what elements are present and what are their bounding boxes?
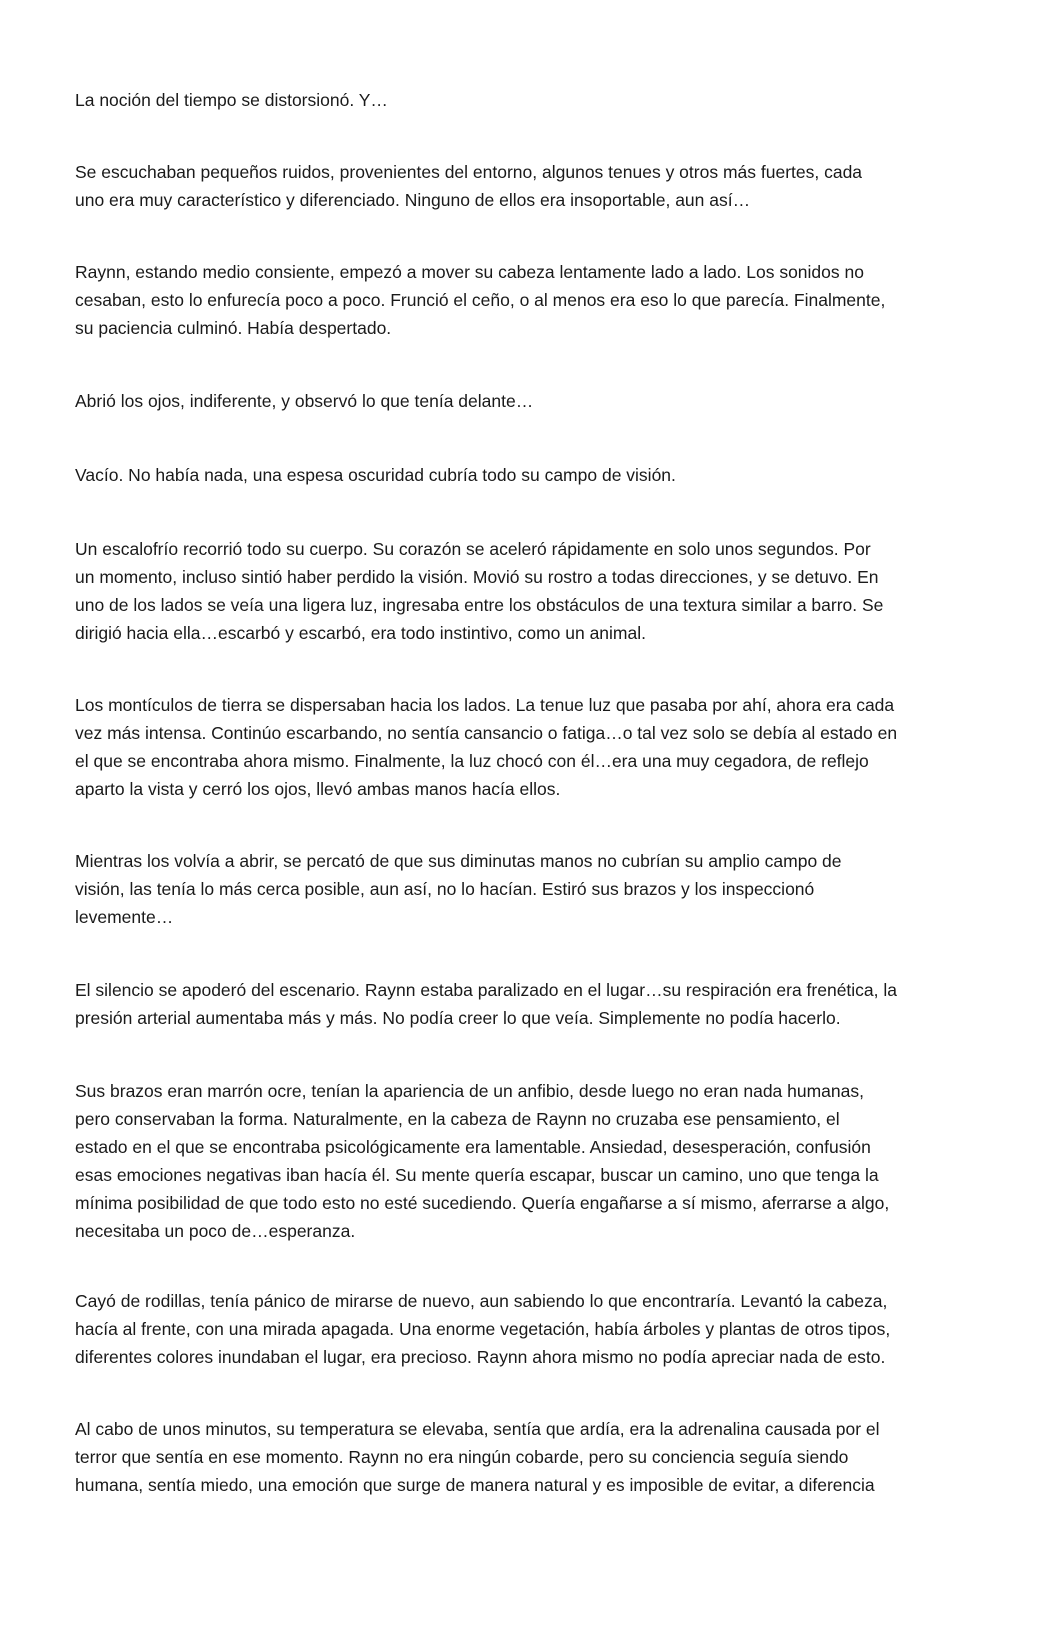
paragraph-8 xyxy=(75,847,1015,931)
text-line: pero conservaban la forma. Naturalmente, en la cabeza de Raynn no cruzaba ese pensamiento, el xyxy=(75,1109,840,1129)
text-line: Vacío. No había nada, una espesa oscuridad cubría todo su campo de visión. xyxy=(75,465,676,485)
text-line: uno era muy característico y diferenciado. Ninguno de ellos era insoportable, aun así… xyxy=(75,190,751,210)
text-line: presión arterial aumentaba más y más. No podía creer lo que veía. Simplemente no podía hacerlo. xyxy=(75,1008,841,1028)
text-line: un momento, incluso sintió haber perdido la visión. Movió su rostro a todas direcciones, y se detuvo. En xyxy=(75,567,879,587)
paragraph-11 xyxy=(75,1287,1015,1371)
paragraph-10 xyxy=(75,1077,1015,1245)
text-line: Abrió los ojos, indiferente, y observó lo que tenía delante… xyxy=(75,391,534,411)
text-line: La noción del tiempo se distorsionó. Y… xyxy=(75,90,388,110)
paragraph-9 xyxy=(75,976,1015,1032)
paragraph-3 xyxy=(75,258,1015,342)
text-line: esas emociones negativas iban hacía él. Su mente quería escapar, buscar un camino, uno que tenga la xyxy=(75,1165,879,1185)
text-line: Los montículos de tierra se dispersaban hacia los lados. La tenue luz que pasaba por ahí, ahora era cada xyxy=(75,695,895,715)
text-line: Se escuchaban pequeños ruidos, provenientes del entorno, algunos tenues y otros más fuertes, cada xyxy=(75,162,863,182)
text-line: El silencio se apoderó del escenario. Raynn estaba paralizado en el lugar…su respiración era frenética, la xyxy=(75,980,898,1000)
text-line: diferentes colores inundaban el lugar, era precioso. Raynn ahora mismo no podía apreciar nada de esto. xyxy=(75,1347,886,1367)
text-line: necesitaba un poco de…esperanza. xyxy=(75,1221,356,1241)
paragraph-4 xyxy=(75,387,1015,415)
text-line: Mientras los volvía a abrir, se percató de que sus diminutas manos no cubrían su amplio campo de xyxy=(75,851,842,871)
text-line: terror que sentía en ese momento. Raynn no era ningún cobarde, pero su conciencia seguía siendo xyxy=(75,1447,849,1467)
paragraph-1 xyxy=(75,86,1015,114)
text-line: el que se encontraba ahora mismo. Finalmente, la luz chocó con él…era una muy cegadora, de reflejo xyxy=(75,751,869,771)
text-line: Al cabo de unos minutos, su temperatura se elevaba, sentía que ardía, era la adrenalina causada por el xyxy=(75,1419,880,1439)
text-line: cesaban, esto lo enfurecía poco a poco. Frunció el ceño, o al menos era eso lo que parecía. Finalmente, xyxy=(75,290,886,310)
text-line: visión, las tenía lo más cerca posible, aun así, no lo hacían. Estiró sus brazos y los inspeccionó xyxy=(75,879,815,899)
text-line: hacía al frente, con una mirada apagada. Una enorme vegetación, había árboles y plantas de otros tipos, xyxy=(75,1319,891,1339)
text-line: Cayó de rodillas, tenía pánico de mirarse de nuevo, aun sabiendo lo que encontraría. Levantó la cabeza, xyxy=(75,1291,888,1311)
text-line: Raynn, estando medio consiente, empezó a mover su cabeza lentamente lado a lado. Los sonidos no xyxy=(75,262,864,282)
paragraph-6 xyxy=(75,535,1015,647)
text-line: humana, sentía miedo, una emoción que surge de manera natural y es imposible de evitar, a diferencia xyxy=(75,1475,875,1495)
text-line: uno de los lados se veía una ligera luz, ingresaba entre los obstáculos de una textura similar a barro. Se xyxy=(75,595,884,615)
text-line: mínima posibilidad de que todo esto no esté sucediendo. Quería engañarse a sí mismo, aferrarse a algo, xyxy=(75,1193,890,1213)
paragraph-7 xyxy=(75,691,1015,803)
text-line: levemente… xyxy=(75,907,174,927)
text-line: dirigió hacia ella…escarbó y escarbó, era todo instintivo, como un animal. xyxy=(75,623,646,643)
text-line: aparto la vista y cerró los ojos, llevó ambas manos hacía ellos. xyxy=(75,779,561,799)
text-line: vez más intensa. Continúo escarbando, no sentía cansancio o fatiga…o tal vez solo se debía al estado en xyxy=(75,723,898,743)
text-line: Un escalofrío recorrió todo su cuerpo. Su corazón se aceleró rápidamente en solo unos segundos. Por xyxy=(75,539,871,559)
text-line: Sus brazos eran marrón ocre, tenían la apariencia de un anfibio, desde luego no eran nada humanas, xyxy=(75,1081,864,1101)
paragraph-5 xyxy=(75,461,1015,489)
paragraph-12 xyxy=(75,1415,1015,1499)
text-line: su paciencia culminó. Había despertado. xyxy=(75,318,392,338)
text-line: estado en el que se encontraba psicológicamente era lamentable. Ansiedad, desesperación, confusión xyxy=(75,1137,871,1157)
paragraph-2 xyxy=(75,158,1015,214)
